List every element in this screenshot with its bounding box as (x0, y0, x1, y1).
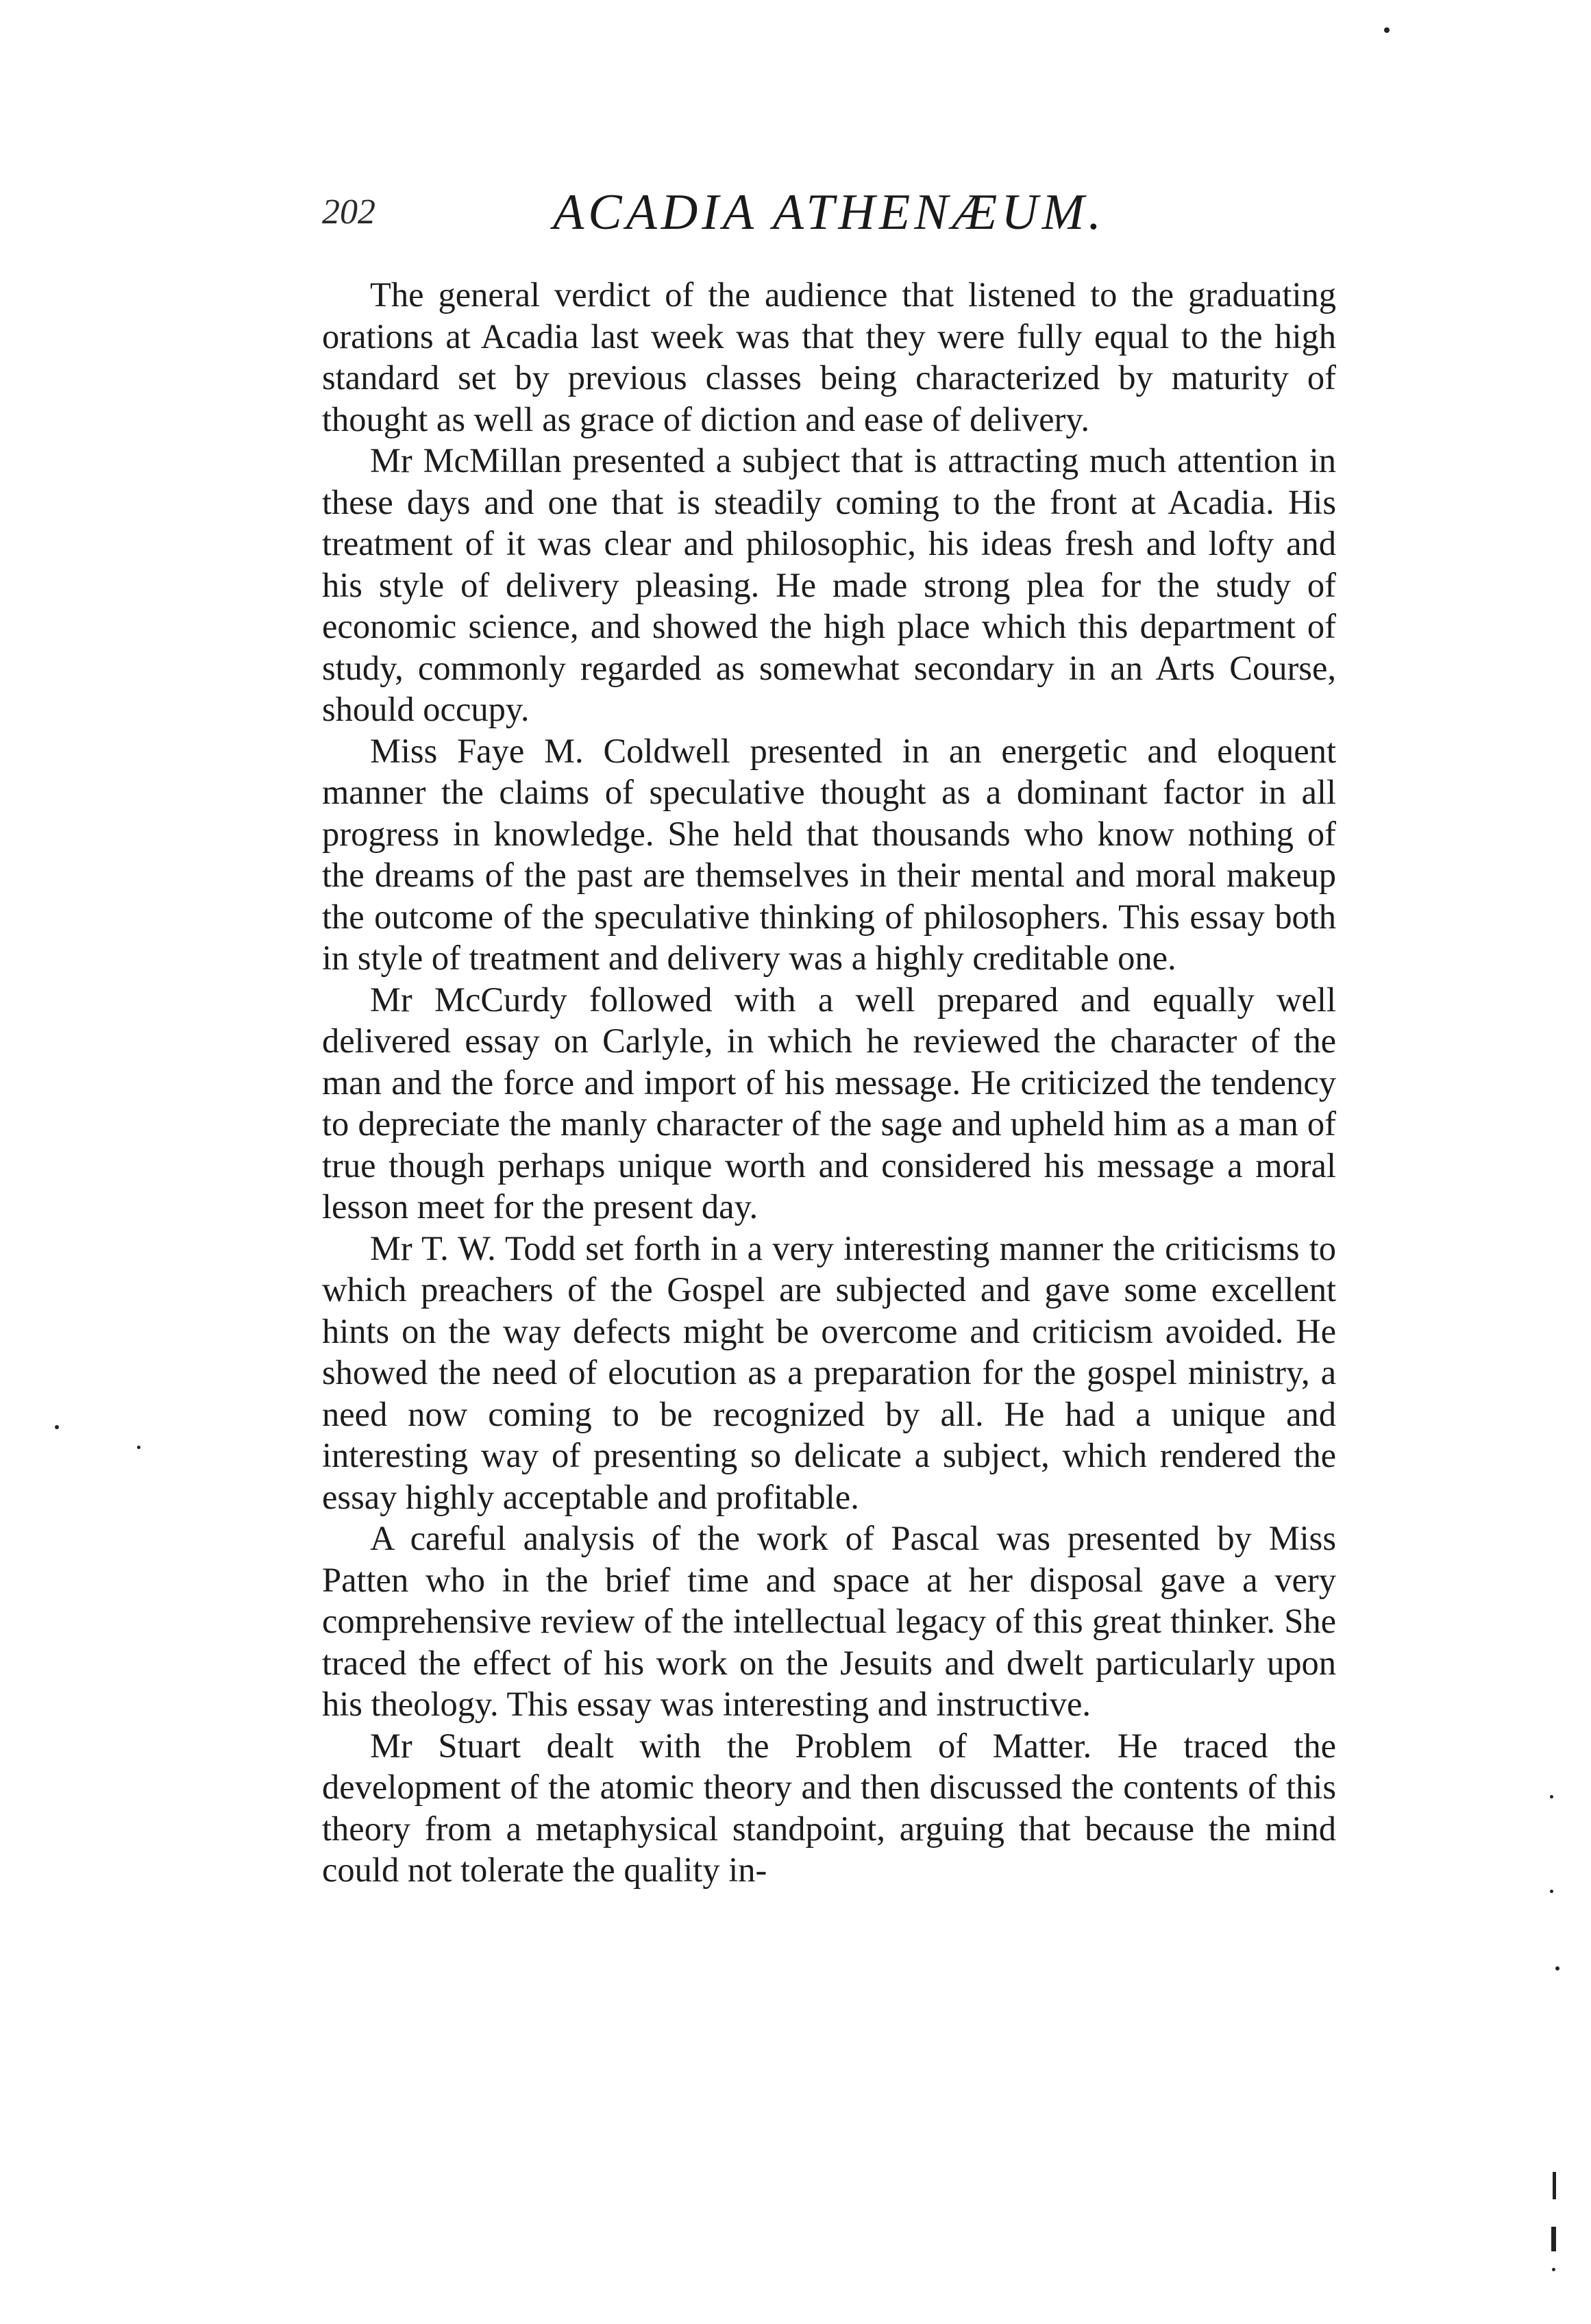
paragraph-stuart: Mr Stuart dealt with the Problem of Matter. He traced the development of the atomic theory and then discussed the contents of this theory from a metaphysical standpoint, arguing that because the mind could not tolerate the quality in- (322, 1726, 1336, 1889)
scan-speck (1550, 1795, 1553, 1798)
scan-speck (1384, 27, 1390, 33)
scan-speck (1550, 1890, 1553, 1893)
paragraph-todd: Mr T. W. Todd set forth in a very interesting manner the criticisms to which preachers of the Gospel are subjected and gave some excellent hints on the way defects might be overcome and criticism avoided. He showed the need of elocution as a preparation for the gospel ministry, a need now coming to be recognized by all. He had a unique and interesting way of presenting so delicate a subject, which rendered the essay highly acceptable and profitable. (322, 1228, 1336, 1516)
page-header (322, 185, 1336, 240)
scan-speck (1552, 2268, 1555, 2271)
scan-speck (1555, 1966, 1559, 1970)
scan-edge-mark (1551, 2227, 1556, 2251)
paragraph-mccurdy: Mr McCurdy followed with a well prepared and equally well delivered essay on Carlyle, in which he reviewed the character of the man and the force and import of his message. He criticized the tendency to depreciate the manly character of the sage and upheld him as a man of true though perhaps unique worth and considered his message a moral lesson meet for the present day. (322, 980, 1336, 1226)
paragraph-patten: A careful analysis of the work of Pascal was presented by Miss Patten who in the brief time and space at her disposal gave a very comprehensive review of the intellectual legacy of this great thinker. She traced the effect of his work on the Jesuits and dwelt particularly upon his theology. This essay was interesting and instructive. (322, 1519, 1336, 1723)
scan-speck (55, 1425, 59, 1429)
paragraph-intro: The general verdict of the audience that listened to the graduating orations at Acadia last week was that they were fully equal to the high standard set by previous classes being characterized by maturity of thought as well as grace of diction and ease of delivery. (322, 275, 1336, 438)
scan-edge-mark (1553, 2172, 1556, 2199)
scan-speck (137, 1446, 140, 1449)
paragraph-coldwell: Miss Faye M. Coldwell presented in an energetic and eloquent manner the claims of speculative thought as a dominant factor in all progress in knowledge. She held that thousands who know nothing of the dreams of the past are themselves in their mental and moral makeup the outcome of the speculative thinking of philosophers. This essay both in style of treatment and delivery was a highly creditable one. (322, 731, 1336, 977)
article-body (322, 274, 1336, 1891)
paragraph-mcmillan: Mr McMillan presented a subject that is attracting much attention in these days and one that is steadily coming to the front at Acadia. His treatment of it was clear and philosophic, his ideas fresh and lofty and his style of delivery pleasing. He made strong plea for the study of economic science, and showed the high place which this department of study, commonly regarded as somewhat secondary in an Arts Course, should occupy. (322, 441, 1336, 728)
page-number: 202 (322, 193, 375, 232)
running-title: ACADIA ATHENÆUM. (553, 184, 1105, 240)
